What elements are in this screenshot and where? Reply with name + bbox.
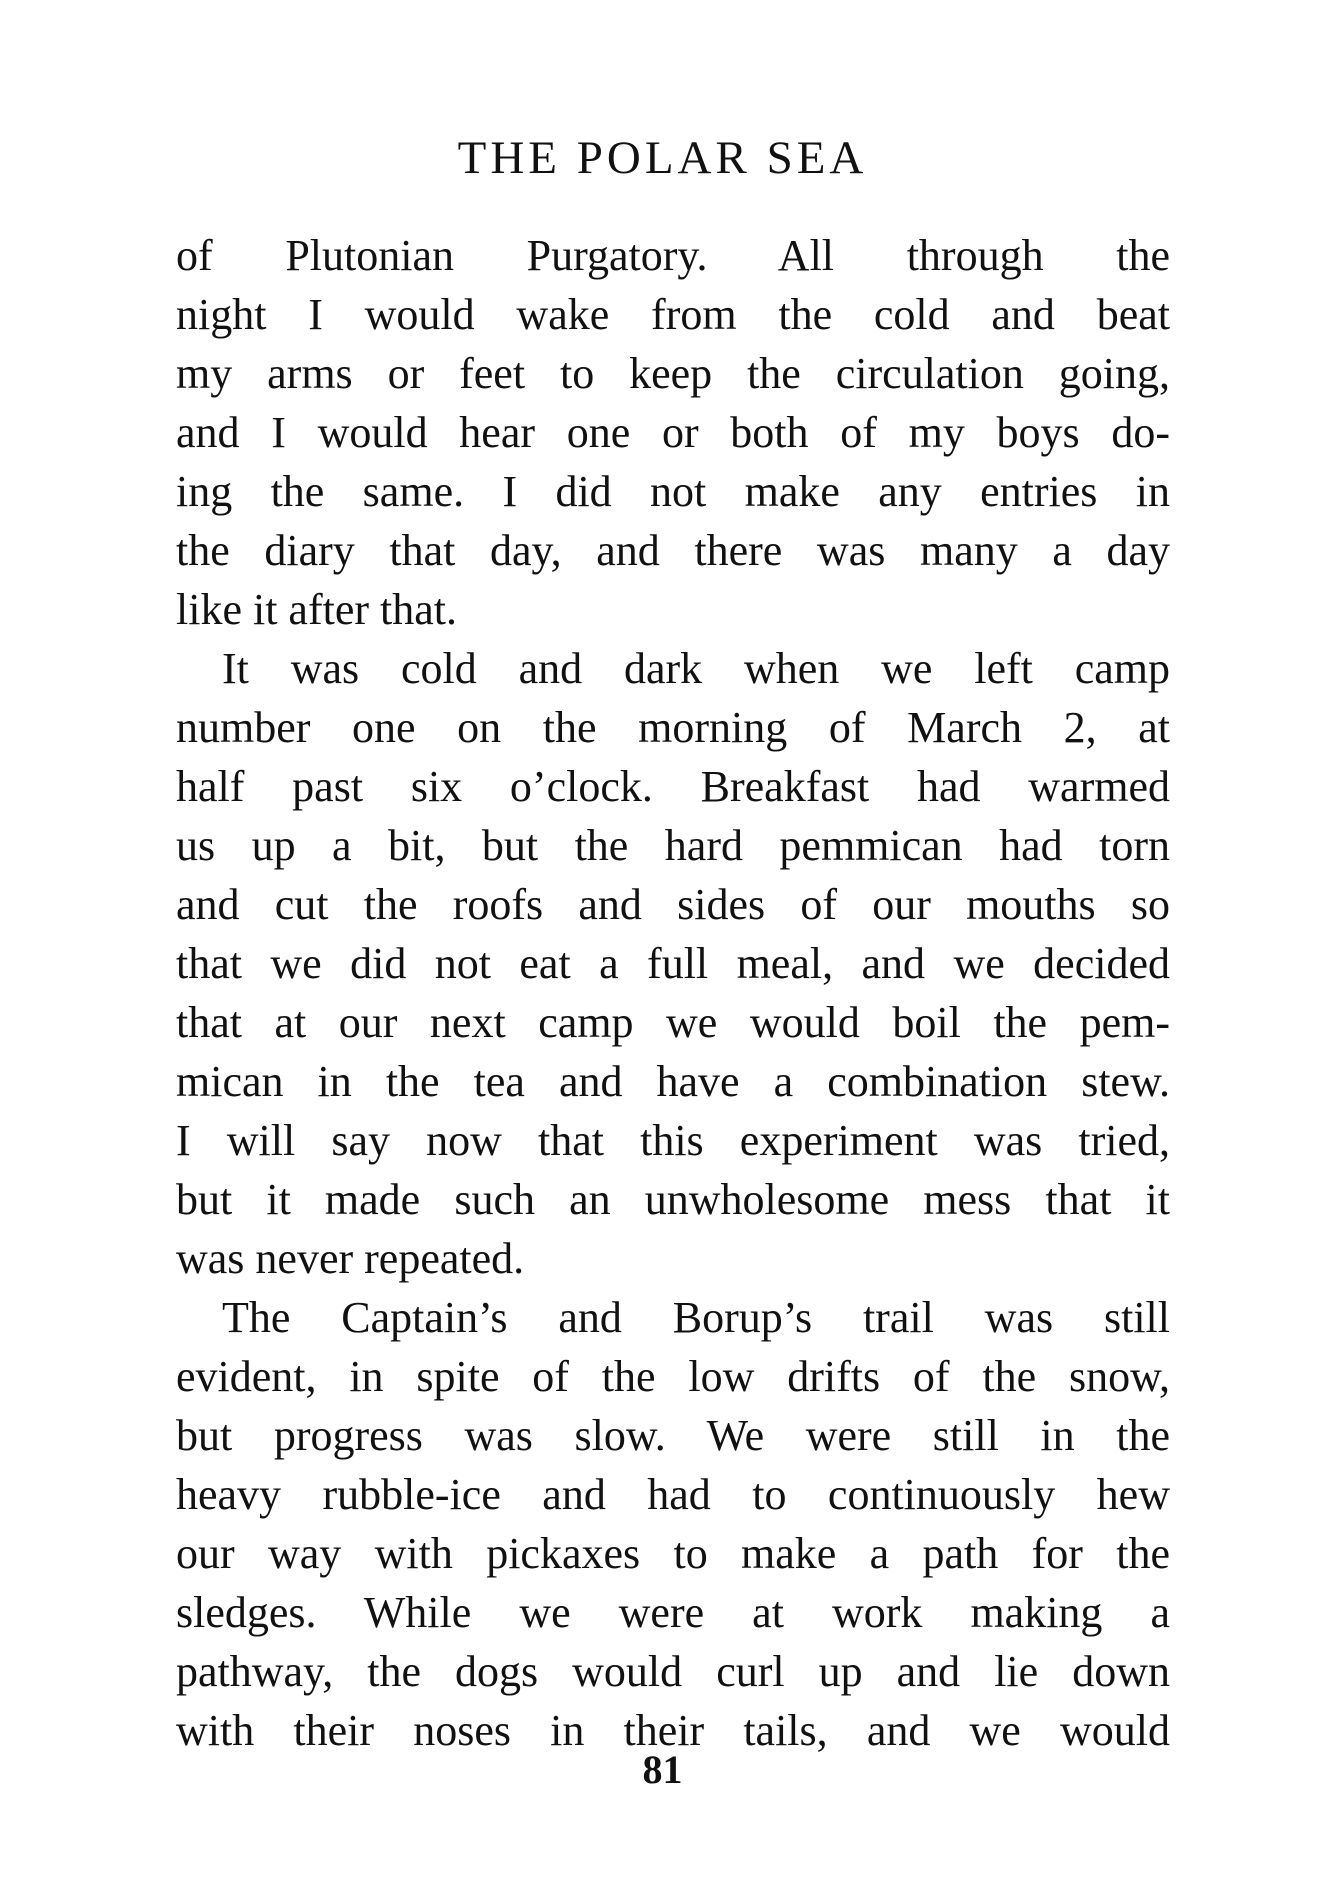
running-title: THE POLAR SEA xyxy=(457,132,868,184)
text-line: with their noses in their tails, and we would xyxy=(176,1706,1170,1755)
paragraph-3 xyxy=(176,1288,1170,1760)
text-line: half past six o’clock. Breakfast had warmed xyxy=(176,762,1170,811)
text-line: sledges. While we were at work making a xyxy=(176,1588,1170,1637)
text-line: ing the same. I did not make any entries in xyxy=(176,467,1170,516)
paragraph-1 xyxy=(176,226,1170,639)
text-line: pathway, the dogs would curl up and lie down xyxy=(176,1647,1170,1696)
text-line: like it after that. xyxy=(176,585,457,634)
page-number: 81 xyxy=(642,1747,683,1792)
text-line: that at our next camp we would boil the pem- xyxy=(176,998,1170,1047)
text-line: of Plutonian Purgatory. All through the xyxy=(176,231,1170,280)
text-line: I will say now that this experiment was tried, xyxy=(176,1116,1170,1165)
text-line: mican in the tea and have a combination stew. xyxy=(176,1057,1170,1106)
text-line: was never repeated. xyxy=(176,1234,525,1283)
text-line: and I would hear one or both of my boys do- xyxy=(176,408,1170,457)
text-line: our way with pickaxes to make a path for the xyxy=(176,1529,1170,1578)
text-line: number one on the morning of March 2, at xyxy=(176,703,1170,752)
text-line: us up a bit, but the hard pemmican had torn xyxy=(176,821,1170,870)
text-line: heavy rubble-ice and had to continuously hew xyxy=(176,1470,1170,1519)
text-line: that we did not eat a full meal, and we decided xyxy=(176,939,1170,988)
text-line: the diary that day, and there was many a day xyxy=(176,526,1170,575)
paragraph-2 xyxy=(176,639,1170,1288)
text-line: night I would wake from the cold and beat xyxy=(176,290,1170,339)
body-text xyxy=(176,226,1170,1760)
text-line: It was cold and dark when we left camp xyxy=(222,644,1170,693)
text-line: The Captain’s and Borup’s trail was still xyxy=(222,1293,1170,1342)
text-line: but progress was slow. We were still in the xyxy=(176,1411,1170,1460)
text-line: evident, in spite of the low drifts of the snow, xyxy=(176,1352,1170,1401)
text-line: my arms or feet to keep the circulation going, xyxy=(176,349,1170,398)
text-line: but it made such an unwholesome mess that it xyxy=(176,1175,1170,1224)
text-line: and cut the roofs and sides of our mouths so xyxy=(176,880,1170,929)
